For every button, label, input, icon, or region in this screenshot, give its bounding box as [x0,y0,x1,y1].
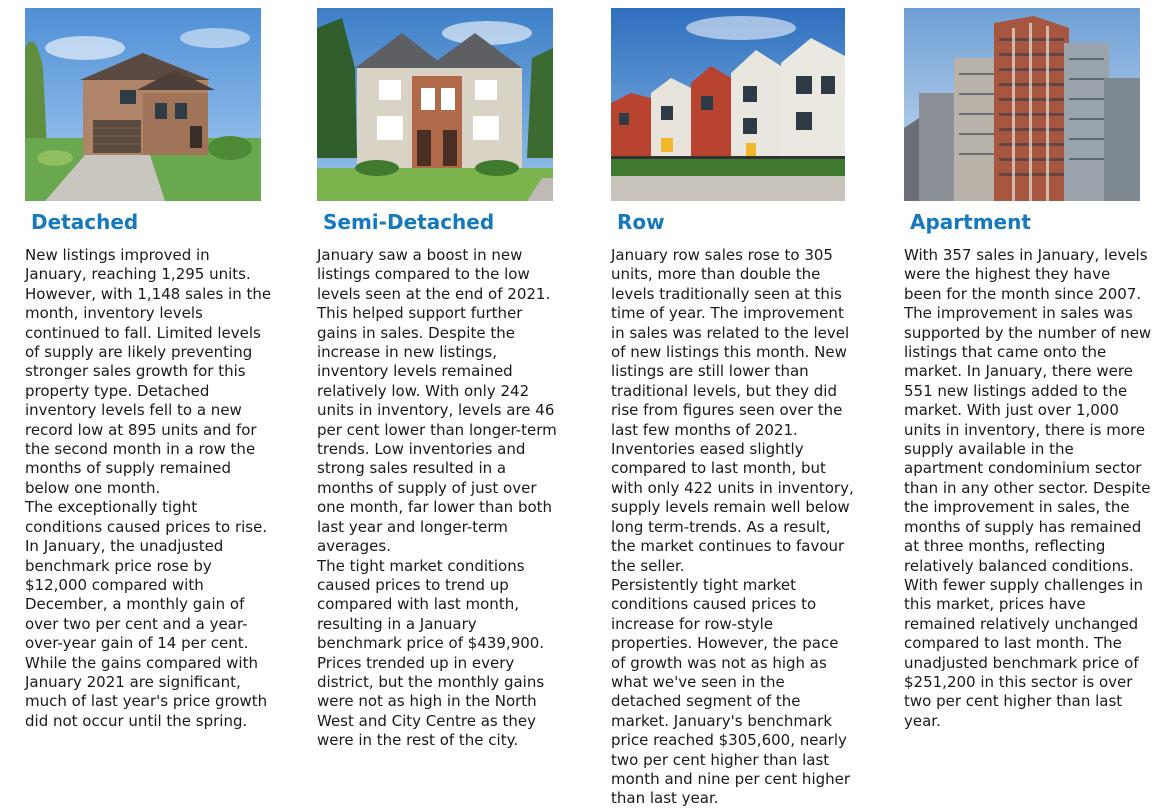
paragraph: Persistently tight market conditions caused prices to increase for row-style properties. However, the pace of growth was not as high as what we've seen in the detached segment of the market. January's benchmark price reached $305,600, nearly two per cent higher than last month and nine per cent higher than last year. [611,575,851,808]
heading-detached: Detached [31,210,139,234]
text-semi-detached [317,246,565,751]
column-semi-detached [317,0,557,793]
paragraph: January row sales rose to 305 units, more than double the levels traditionally seen at this time of year. The improvement in sales was related to the level of new listings this month. New listings are still lower than traditional levels, but they did rise from figures seen over the last few months of 2021. Inventories eased slightly compared to last month, but with only 422 units in inventory, supply levels remain well below long term-trends. As a result, the market continues to favour the seller. [611,246,854,575]
paragraph: With fewer supply challenges in this market, prices have remained relatively unchanged compared to last month. The unadjusted benchmark price of $251,200 in this sector is over two per cent higher than last year. [904,575,1143,730]
semi-detached-house-photo [317,8,553,201]
heading-semi-detached: Semi-Detached [323,210,495,234]
text-row [611,246,857,809]
paragraph: With 357 sales in January, levels were the highest they have been for the month since 2007. The improvement in sales was supported by the number of new listings that came onto the market. In January, there were 551 new listings added to the market. With just over 1,000 units in inventory, there is more supply available in the apartment condominium sector than in any other sector. Despite the improvement in sales, the months of supply has remained at three months, reflecting relatively balanced conditions. [904,246,1152,575]
column-apartment [904,0,1152,793]
paragraph: The tight market conditions caused prices to trend up compared with last month, resulting in a January benchmark price of $439,900. Prices trended up in every district, but the monthly gains were not as high in the North West and City Centre as they were in the rest of the city. [317,556,545,750]
apartment-tower-photo [904,8,1140,201]
row-houses-photo [611,8,845,201]
paragraph: New listings improved in January, reaching 1,295 units. However, with 1,148 sales in the month, inventory levels continued to fall. Limited levels of supply are likely preventing stronger sales growth for this property type. Detached inventory levels fell to a new record low at 895 units and for the second month in a row the months of supply remained below one month. [25,246,272,497]
heading-row: Row [617,210,665,234]
column-row [611,0,854,808]
heading-apartment: Apartment [910,210,1031,234]
paragraph: January saw a boost in new listings compared to the low levels seen at the end of 2021. This helped support further gains in sales. Despite the increase in new listings, inventory levels remained relatively low. With only 242 units in inventory, levels are 46 per cent lower than longer-term trends. Low inventories and strong sales resulted in a months of supply of just over one month, far lower than both last year and longer-term averages. [317,246,557,556]
text-apartment [904,246,1152,731]
paragraph: The exceptionally tight conditions caused prices to rise. In January, the unadjusted benchmark price rose by $12,000 compared with December, a monthly gain of over two per cent and a year-over-year gain of 14 per cent. While the gains compared with January 2021 are significant, much of last year's price growth did not occur until the spring. [25,498,268,730]
text-detached [25,246,273,731]
detached-house-photo [25,8,261,201]
column-detached [25,0,272,793]
